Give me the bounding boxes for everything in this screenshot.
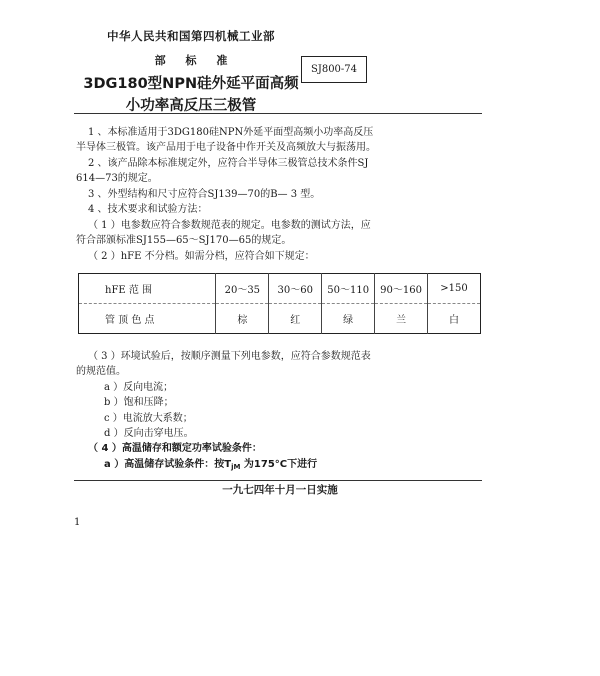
document-title-line1: 3DG180型NPN硅外延平面高频 — [83, 76, 299, 92]
effective-date: 一九七四年十月一日实施 — [222, 484, 338, 496]
table-row-hfe-range — [79, 274, 481, 304]
storage-test-condition — [104, 458, 317, 474]
standard-number-box — [301, 56, 367, 83]
standard-number: SJ800-74 — [310, 64, 358, 75]
item-d-breakdown-voltage: d ）反向击穿电压。 — [104, 428, 194, 439]
table-row-color-dot — [79, 304, 481, 334]
clause-4-3-line2: 的规范值。 — [76, 366, 126, 377]
clause-4-1-line2: 符合部颁标准SJ155—65～SJ170—65的规定。 — [76, 235, 292, 246]
header-divider — [74, 113, 482, 114]
table-cell-color: 棕 — [216, 304, 269, 334]
storage-test-text: a ）高温储存试验条件：按T — [104, 459, 232, 470]
table-cell-range: 50～110 — [322, 274, 375, 304]
table-cell-color: 兰 — [375, 304, 428, 334]
ministry-name: 中华人民共和国第四机械工业部 — [107, 29, 275, 43]
table-cell-range: >150 — [428, 274, 481, 304]
document-title-line2: 小功率高反压三极管 — [125, 98, 257, 114]
clause-2-line2: 614—73的规定。 — [76, 173, 158, 184]
table-cell-range: 90～160 — [375, 274, 428, 304]
table-header-color-dot: 管 顶 色 点 — [105, 315, 155, 326]
table-cell-color: 绿 — [322, 304, 375, 334]
clause-3: 3 、外型结构和尺寸应符合SJ139—70的B— 3 型。 — [88, 189, 321, 200]
table-cell-range: 30～60 — [269, 274, 322, 304]
table-cell-color: 白 — [428, 304, 481, 334]
clause-4-3-line1: （ 3 ）环境试验后，按顺序测量下列电参数，应符合参数规范表 — [88, 351, 371, 362]
page-number: 1 — [74, 517, 81, 528]
clause-2-line1: 2 、该产品除本标准规定外，应符合半导体三极管总技术条件SJ — [88, 158, 369, 169]
hfe-grade-table — [78, 273, 481, 334]
tjm-subscript: jM — [231, 463, 241, 471]
clause-1-line2: 半导体三极管。该产品用于电子设备中作开关及高频放大与振荡用。 — [76, 142, 376, 153]
clause-4-4: （ 4 ）高温储存和额定功率试验条件： — [88, 443, 262, 454]
storage-test-temp: 为175°C下进行 — [240, 459, 318, 470]
footer-divider — [74, 480, 482, 481]
clause-4-2: （ 2 ）hFE 不分档。如需分档，应符合如下规定： — [88, 251, 315, 262]
item-b-saturation-voltage: b ）饱和压降； — [104, 397, 174, 408]
table-cell-color: 红 — [269, 304, 322, 334]
clause-1-line1: 1 、本标准适用于3DG180硅NPN外延平面型高频小功率高反压 — [88, 127, 374, 138]
table-header-hfe-range: hFE 范 围 — [79, 274, 216, 304]
item-a-reverse-current: a ）反向电流； — [104, 382, 174, 393]
standard-label: 部 标 准 — [154, 54, 228, 67]
table-cell-range: 20～35 — [216, 274, 269, 304]
item-c-current-gain: c ）电流放大系数； — [104, 413, 193, 424]
clause-4-1-line1: （ 1 ）电参数应符合参数规范表的规定。电参数的测试方法，应 — [88, 220, 371, 231]
clause-4: 4 、技术要求和试验方法： — [88, 204, 208, 215]
